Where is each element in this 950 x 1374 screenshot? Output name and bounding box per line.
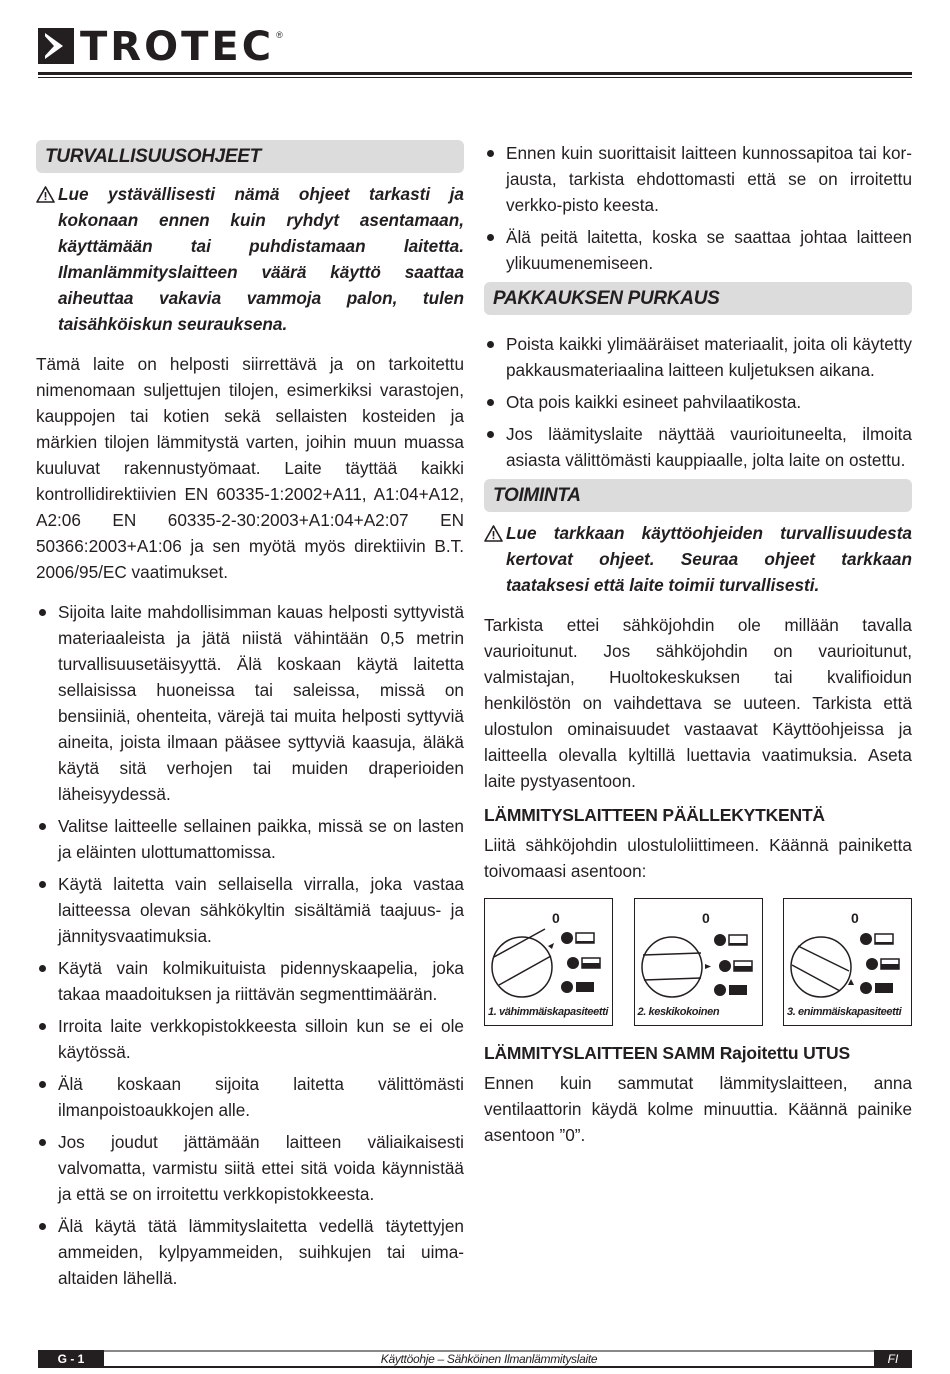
switch-on-text: Liitä sähköjohdin ulostuloliittimeen. Käännä painiketta toivomaasi asentoon: — [484, 835, 912, 881]
bullet-icon — [487, 431, 494, 438]
switch-off-heading: LÄMMITYSLAITTEEN SAMM Rajoitettu UTUS — [484, 1043, 850, 1063]
bullet-icon — [39, 965, 46, 972]
page-footer — [38, 1350, 912, 1368]
warning-triangle-icon — [484, 520, 506, 546]
operation-paragraph: Tarkista ettei sähköjohdin ole millään tavalla vaurioitunut. Jos sähköjohdin on vaurioitunut, valmistajan, Huoltokeskuksen tai kvalifioidun henkilöstön on vaihdettava se uuteen. Tarkista että ulostulon ominaisuudet vastaavat Käyttöohjeissa ja laitteella olevalla kyltillä luettavia vaatimuksia. Aseta laite pystyasentoon. — [484, 615, 912, 791]
list-item: Sijoita laite mahdollisimman kauas helposti syttyvistä materiaaleista ja jätä niistä vähintään 0,5 metrin turvallisuusetäisyyttä. Älä koskaan käytä laitetta sellaisissa huoneissa tai saleissa, missä on bensiiniä, ohenteita, värejä tai muita helposti syttyviä aineita, joista ilmaan pääsee syttyviä kaasuja, äläkä käytä sitä verhojen tai muiden draperioiden läheisyydessä. — [36, 599, 464, 807]
brand-name: TROTEC — [80, 24, 275, 70]
safety-warning — [36, 181, 464, 337]
dial-caption: 2. keskikokoinen — [637, 1006, 720, 1018]
safety-list — [36, 599, 464, 1291]
operation-warning — [484, 520, 912, 598]
logo-chevron-icon — [38, 28, 74, 64]
list-item: Jos joudut jättämään laitteen väliaikaisesti valvomatta, varmistu siitä ettei sitä voida käynnistää ja että se on irroitettu verkkopistokkeesta. — [36, 1129, 464, 1207]
dial-diagrams — [484, 898, 912, 1026]
list-item: Älä koskaan sijoita laitetta välittömästi ilmanpoistoaukkojen alle. — [36, 1071, 464, 1123]
language-code: FI — [874, 1350, 912, 1368]
operation-warning-text: Lue tarkkaan käyttöohjeiden turvallisuudesta kertovat ohjeet. Seuraa ohjeet tarkkaan taataksesi että laite toimii turvallisesti. — [506, 523, 912, 595]
unpacking-list — [484, 331, 912, 473]
dial-diagram-min — [484, 898, 613, 1026]
bullet-icon — [39, 609, 46, 616]
switch-off-text: Ennen kuin sammutat lämmityslaitteen, anna ventilaattorin käydä kolme minuuttia. Käännä painike asentoon ”0”. — [484, 1073, 912, 1145]
section-title-safety: TURVALLISUUSOHJEET — [36, 140, 464, 173]
svg-text:0: 0 — [552, 910, 560, 926]
list-item: Poista kaikki ylimääräiset materiaalit, joita oli käytetty pakkausmateriaalina laitteen kuljetuksen aikana. — [484, 331, 912, 383]
warning-triangle-icon — [36, 181, 58, 207]
bullet-icon — [39, 1023, 46, 1030]
list-item: Ennen kuin suorittaisit laitteen kunnossapitoa tai kor-jausta, tarkista ehdottomasti että se on irroitettu verkko-pisto keesta. — [484, 140, 912, 218]
safety-warning-text: Lue ystävällisesti nämä ohjeet tarkasti ja kokonaan ennen kuin ryhdyt asentamaan, käyttämään tai puhdistamaan laitetta. Ilmanlämmityslaitteen väärä käyttö saattaa aiheuttaa vakavia vammoja palon, tulen taisähköiskun seurauksena. — [58, 184, 464, 334]
bullet-icon — [487, 341, 494, 348]
list-item: Älä käytä tätä lämmityslaitetta vedellä täytettyjen ammeiden, kylpyammeiden, suihkujen tai uima-altaiden lähellä. — [36, 1213, 464, 1291]
registered-mark: ® — [276, 30, 283, 40]
dial-caption: 3. enimmäiskapasiteetti — [787, 1006, 902, 1018]
list-item: Käytä vain kolmikuituista pidennyskaapelia, joka takaa maadoituksen ja riittävän segmenttimäärän. — [36, 955, 464, 1007]
right-column — [484, 140, 912, 1162]
dial-diagram-max — [783, 898, 912, 1026]
switch-on-heading: LÄMMITYSLAITTEEN PÄÄLLEKYTKENTÄ — [484, 805, 825, 825]
section-title-operation: TOIMINTA — [484, 479, 912, 512]
dial-diagram-medium — [634, 898, 763, 1026]
header-rule — [38, 72, 912, 75]
list-item: Ota pois kaikki esineet pahvilaatikosta. — [484, 389, 912, 415]
header-rule-thin — [38, 77, 912, 78]
intro-paragraph: Tämä laite on helposti siirrettävä ja on tarkoitettu nimenomaan suljettujen tilojen, esimerkiksi varastojen, kauppojen tai kotien sekä sellaisten kosteiden ja märkien tilojen lämmitystä varten, joihin muun muassa kuuluvat rakennustyömaat. Laite täyttää kaikki kontrollidirektiivien EN 60335-1:2002+A11, A1:04+A12, A2:06 EN 60335-2-30:2003+A1:04+A2:07 EN 50366:2003+A1:06 ja sen myötä myös direktiivin B.T. 2006/95/EC vaatimukset. — [36, 354, 464, 582]
list-item: Käytä laitetta vain sellaisella virralla, joka vastaa laitteessa olevan sähkökyltin sisältämiä taajuus- ja jännitysvaatimuksia. — [36, 871, 464, 949]
svg-text:0: 0 — [851, 910, 859, 926]
bullet-icon — [39, 1223, 46, 1230]
list-item: Jos läämityslaite näyttää vaurioituneelta, ilmoita asiasta välittömästi kauppiaalle, jolta laite on ostettu. — [484, 421, 912, 473]
list-item: Valitse laitteelle sellainen paikka, missä se on lasten ja eläinten ulottumattomissa. — [36, 813, 464, 865]
bullet-icon — [39, 823, 46, 830]
list-item: Irroita laite verkkopistokkeesta silloin kun se ei ole käytössä. — [36, 1013, 464, 1065]
document-title: Käyttöohje – Sähköinen Ilmanlämmityslaite — [380, 1352, 598, 1366]
trotec-logo — [38, 24, 283, 70]
bullet-icon — [39, 1081, 46, 1088]
list-item: Älä peitä laitetta, koska se saattaa johtaa laitteen ylikuumenemiseen. — [484, 224, 912, 276]
bullet-icon — [39, 1139, 46, 1146]
page-number: G - 1 — [38, 1350, 104, 1368]
bullet-icon — [39, 881, 46, 888]
page-header — [38, 24, 912, 80]
bullet-icon — [487, 399, 494, 406]
bullet-icon — [487, 150, 494, 157]
bullet-icon — [487, 234, 494, 241]
section-title-unpacking: PAKKAUKSEN PURKAUS — [484, 282, 912, 315]
svg-text:0: 0 — [701, 910, 710, 926]
left-column — [36, 140, 464, 1297]
safety-list-continued — [484, 140, 912, 276]
dial-caption: 1. vähimmäiskapasiteetti — [488, 1006, 609, 1018]
